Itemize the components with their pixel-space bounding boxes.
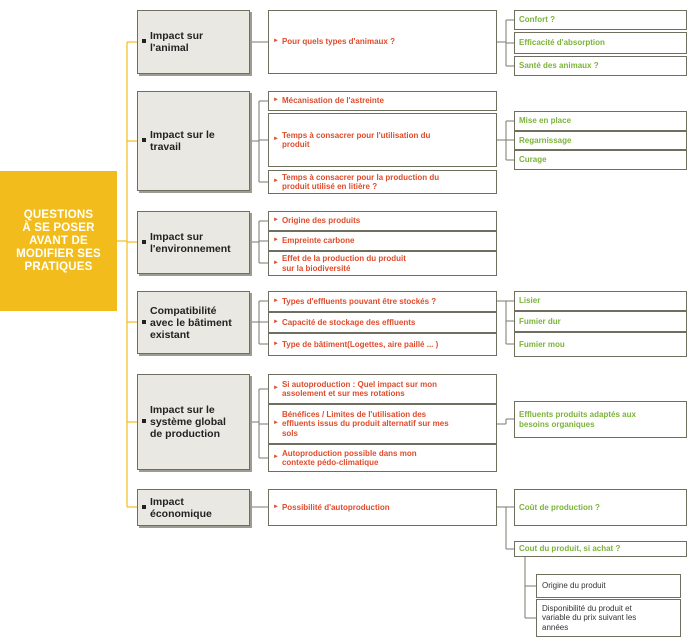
- option-box: Confort ?: [514, 10, 687, 30]
- category-label: Compatibilité avec le bâtiment existant: [150, 304, 232, 341]
- bullet-icon: [142, 39, 146, 43]
- root-node: QUESTIONS À SE POSER AVANT DE MODIFIER SES PRATIQUES: [0, 171, 117, 311]
- question-text: Capacité de stockage des effluents: [281, 317, 416, 327]
- question-box: [268, 374, 497, 404]
- option-box: Effluents produits adaptés aux besoins organiques: [514, 401, 687, 438]
- bullet-icon: [142, 138, 146, 142]
- question-text: Si autoproduction : Quel impact sur mon assolement et sur mes rotations: [281, 379, 438, 398]
- category-impact-economique: [137, 489, 250, 526]
- bullet-icon: [142, 505, 146, 509]
- category-impact-travail: [137, 91, 250, 191]
- triangle-bullet-icon: ►: [273, 385, 279, 392]
- category-label: Impact sur l'environnement: [150, 230, 231, 255]
- question-text: Types d'effluents pouvant être stockés ?: [281, 296, 437, 306]
- question-box: [268, 10, 497, 74]
- triangle-bullet-icon: ►: [273, 297, 279, 304]
- question-text: Empreinte carbone: [281, 236, 355, 246]
- option-box: Fumier dur: [514, 311, 687, 332]
- category-impact-animal: [137, 10, 250, 74]
- bullet-icon: [142, 320, 146, 324]
- triangle-bullet-icon: ►: [273, 97, 279, 104]
- category-label: Impact sur le travail: [150, 129, 215, 153]
- option-box: Santé des animaux ?: [514, 56, 687, 76]
- bullet-icon: [142, 240, 146, 244]
- detail-box: Disponibilité du produit et variable du prix suivant les années: [536, 599, 681, 637]
- question-box: [268, 113, 497, 167]
- question-text: Effet de la production du produit sur la biodiversité: [281, 254, 406, 273]
- question-box: [268, 231, 497, 251]
- question-text: Mécanisation de l'astreinte: [281, 96, 384, 106]
- category-label: Impact sur le système global de production: [150, 404, 226, 440]
- option-box: Coût de production ?: [514, 489, 687, 526]
- question-box: [268, 333, 497, 356]
- category-compatibilite-batiment: [137, 291, 250, 354]
- question-text: Bénéfices / Limites de l'utilisation des effluents issus du produit alternatif sur mes sols: [281, 409, 449, 438]
- triangle-bullet-icon: ►: [273, 178, 279, 185]
- question-box: [268, 91, 497, 111]
- question-text: Autoproduction possible dans mon contexte pédo-climatique: [281, 448, 417, 467]
- question-box: [268, 312, 497, 333]
- triangle-bullet-icon: ►: [273, 420, 279, 427]
- category-label: Impact économique: [150, 495, 212, 520]
- triangle-bullet-icon: ►: [273, 259, 279, 266]
- detail-box: Origine du produit: [536, 574, 681, 598]
- triangle-bullet-icon: ►: [273, 503, 279, 510]
- question-box: [268, 251, 497, 276]
- question-box: [268, 170, 497, 194]
- triangle-bullet-icon: ►: [273, 237, 279, 244]
- question-box: [268, 291, 497, 312]
- triangle-bullet-icon: ►: [273, 340, 279, 347]
- category-systeme-global: [137, 374, 250, 470]
- question-box: [268, 444, 497, 472]
- triangle-bullet-icon: ►: [273, 38, 279, 45]
- option-box: Curage: [514, 150, 687, 170]
- option-box: Regarnissage: [514, 131, 687, 150]
- question-text: Possibilité d'autoproduction: [281, 502, 390, 512]
- question-box: [268, 489, 497, 526]
- question-text: Temps à consacrer pour l'utilisation du produit: [281, 130, 431, 149]
- question-text: Temps à consacrer pour la production du produit utilisé en litière ?: [281, 172, 440, 191]
- triangle-bullet-icon: ►: [273, 318, 279, 325]
- option-box: Lisier: [514, 291, 687, 311]
- triangle-bullet-icon: ►: [273, 454, 279, 461]
- triangle-bullet-icon: ►: [273, 136, 279, 143]
- category-impact-environnement: [137, 211, 250, 274]
- triangle-bullet-icon: ►: [273, 217, 279, 224]
- question-box: [268, 404, 497, 444]
- option-box: Efficacité d'absorption: [514, 32, 687, 54]
- question-text: Origine des produits: [281, 216, 361, 226]
- question-text: Type de bâtiment(Logettes, aire paillé ... ): [281, 339, 439, 349]
- category-label: Impact sur l'animal: [150, 30, 204, 54]
- option-box: Cout du produit, si achat ?: [514, 541, 687, 557]
- question-box: [268, 211, 497, 231]
- bullet-icon: [142, 419, 146, 423]
- question-text: Pour quels types d'animaux ?: [281, 37, 395, 47]
- option-box: Mise en place: [514, 111, 687, 131]
- option-box: Fumier mou: [514, 332, 687, 357]
